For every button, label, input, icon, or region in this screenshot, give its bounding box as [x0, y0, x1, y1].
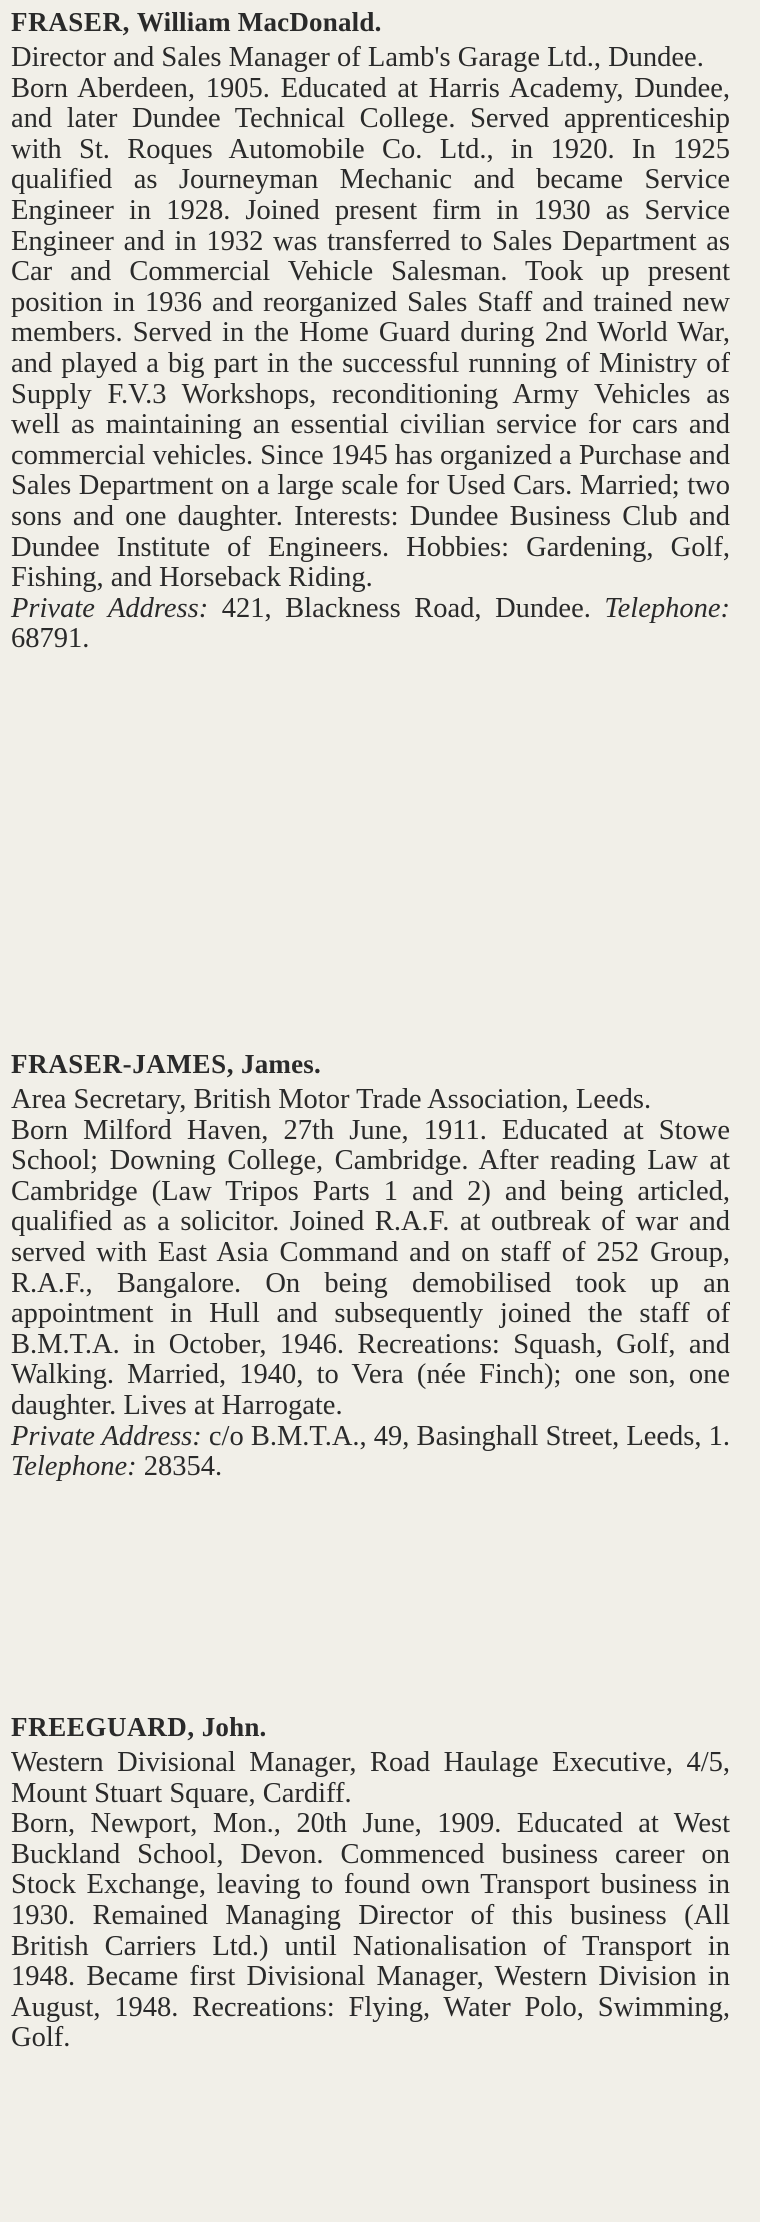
entry-fraser-james [11, 1046, 730, 1483]
entry-forename: John. [201, 1712, 267, 1742]
telephone-value: 28354. [143, 1451, 223, 1483]
entry-heading [11, 1046, 730, 1082]
address-value: 421, Blackness Road, Dundee. [221, 592, 591, 624]
entry-heading [11, 4, 730, 40]
entry-biography: Born Aberdeen, 1905. Educated at Harris Academy, Dundee, and later Dundee Technical College. Served apprenticeship with St. Roques Automobile Co. Ltd., in 1920. In 1925 qualified as Journeyman Mechanic and became Service Engineer in 1928. Joined present firm in 1930 as Service Engineer and in 1932 was transferred to Sales Department as Car and Commercial Vehicle Salesman. Took up present position in 1936 and reorganized Sales Staff and trained new members. Served in the Home Guard during 2nd World War, and played a big part in the successful running of Ministry of Supply F.V.3 Workshops, reconditioning Army Vehicles as well as maintaining an essential civilian service for cars and commercial vehicles. Since 1945 has organized a Purchase and Sales Department on a large scale for Used Cars. Married; two sons and one daughter. Interests: Dundee Business Club and Dundee Institute of Engineers. Hobbies: Gardening, Golf, Fishing, and Horseback Riding. [11, 72, 730, 594]
entry-biography: Born, Newport, Mon., 20th June, 1909. Educated at West Buckland School, Devon. Commenced business career on Stock Exchange, leaving to found own Transport business in 1930. Remained Managing Director of this business (All British Carriers Ltd.) until Nationalisation of Transport in 1948. Became first Divisional Manager, Western Division in August, 1948. Recreations: Flying, Water Polo, Swimming, Golf. [11, 1808, 730, 2054]
entry-surname: FREEGUARD, [11, 1712, 195, 1742]
telephone-label: Telephone: [604, 592, 730, 624]
telephone-value: 68791. [11, 623, 90, 655]
address-label: Private Address: [11, 592, 209, 624]
entry-position: Western Divisional Manager, Road Haulage Executive, 4/5, Mount Stuart Square, Cardiff. [11, 1747, 730, 1809]
entry-position: Area Secretary, British Motor Trade Association, Leeds. [11, 1084, 652, 1115]
address-value: c/o B.M.T.A., 49, Basinghall Street, Leeds, 1. [208, 1420, 730, 1452]
entry-contact [11, 1422, 730, 1483]
entry-surname: FRASER, [11, 7, 130, 37]
entry-freeguard [11, 1709, 730, 2054]
entry-contact [11, 594, 730, 655]
entry-forename: William MacDonald. [136, 7, 382, 37]
entry-fraser [11, 4, 730, 655]
telephone-label: Telephone: [11, 1451, 137, 1483]
entry-heading [11, 1709, 730, 1745]
address-label: Private Address: [11, 1420, 202, 1452]
entry-forename: James. [241, 1049, 321, 1079]
entry-position: Director and Sales Manager of Lamb's Garage Ltd., Dundee. [11, 42, 704, 73]
entry-surname: FRASER-JAMES, [11, 1049, 235, 1079]
entry-biography: Born Milford Haven, 27th June, 1911. Educated at Stowe School; Downing College, Cambridge. After reading Law at Cambridge (Law Tripos Parts 1 and 2) and being articled, qualified as a solicitor. Joined R.A.F. at outbreak of war and served with East Asia Command and on staff of 252 Group, R.A.F., Bangalore. On being demobilised took up an appointment in Hull and subsequently joined the staff of B.M.T.A. in October, 1946. Recreations: Squash, Golf, and Walking. Married, 1940, to Vera (née Finch); one son, one daughter. Lives at Harrogate. [11, 1114, 730, 1421]
